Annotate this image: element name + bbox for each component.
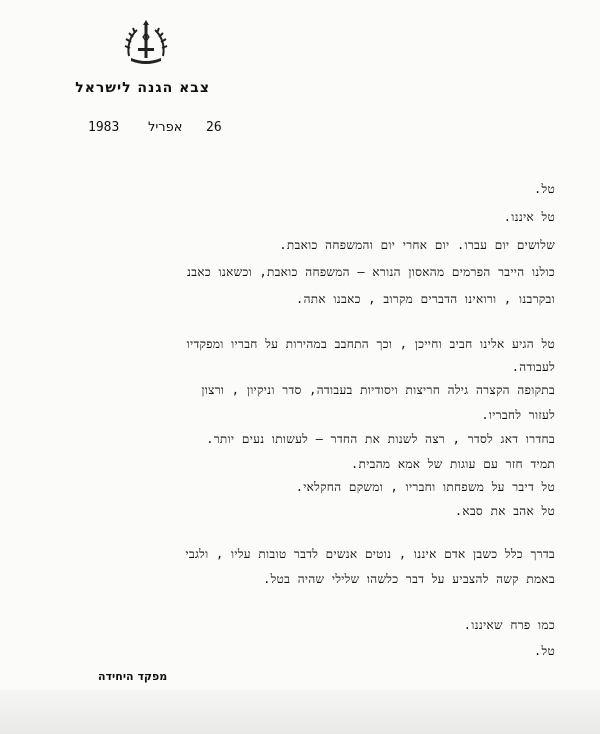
letter-line: טל.	[534, 182, 555, 196]
letter-line: לעזור לחבריו.	[481, 408, 555, 422]
letter-line: לעבודה.	[511, 360, 555, 374]
letter-line: כמו פרח שאיננו.	[463, 618, 555, 632]
letter-line: כולנו הייבר הפרמים מהאסון הנורא – המשפחה כואבת, וכשאנו כאבנ	[187, 265, 555, 279]
letter-line: תמיד חזר עם עוגות של אמא מהבית.	[351, 457, 555, 471]
letter-line: באמת קשה להצביע על דבר כלשהו שלילי שהיה בטל.	[263, 572, 555, 586]
letter-line: טל.	[534, 644, 555, 658]
date-month: אפריל	[148, 120, 183, 135]
letter-line: טל אהב את סבא.	[454, 504, 555, 518]
organization-name: צבא הגנה לישראל	[75, 80, 210, 96]
letter-line: טל איננו.	[503, 210, 555, 224]
signature-title: מפקד היחידה	[98, 670, 168, 683]
letter-line: בחדרו דאג לסדר , רצה לשנות את החדר – לעשותו נעים יותר.	[206, 432, 555, 446]
letter-line: בדרך כלל כשבן אדם איננו , נוטים אנשים לדבר טובות עליו , ולגבי	[185, 547, 555, 561]
idf-emblem-icon	[121, 18, 171, 66]
date-year: 1983	[88, 120, 120, 135]
letter-date	[88, 120, 238, 140]
date-day: 26	[206, 120, 222, 135]
page-edge	[0, 690, 600, 734]
letter-line: ובקרבנו , ורואינו הדברים מקרוב , כאבנו אתה.	[296, 292, 555, 306]
letter-line: טל הגיע אלינו חביב וחייכן , וכך התחבב במהירות על חבריו ומפקדיו	[186, 337, 555, 351]
letter-line: טל דיבר על משפחתו וחבריו , ומשקם החקלאי.	[295, 480, 555, 494]
letter-line: שלושים יום עברו. יום אחרי יום והמשפחה כואבת.	[279, 238, 555, 252]
letter-line: בתקופה הקצרה גילה חריצות ויסודיות בעבודה, סדר וניקיון , ורצון	[201, 383, 555, 397]
